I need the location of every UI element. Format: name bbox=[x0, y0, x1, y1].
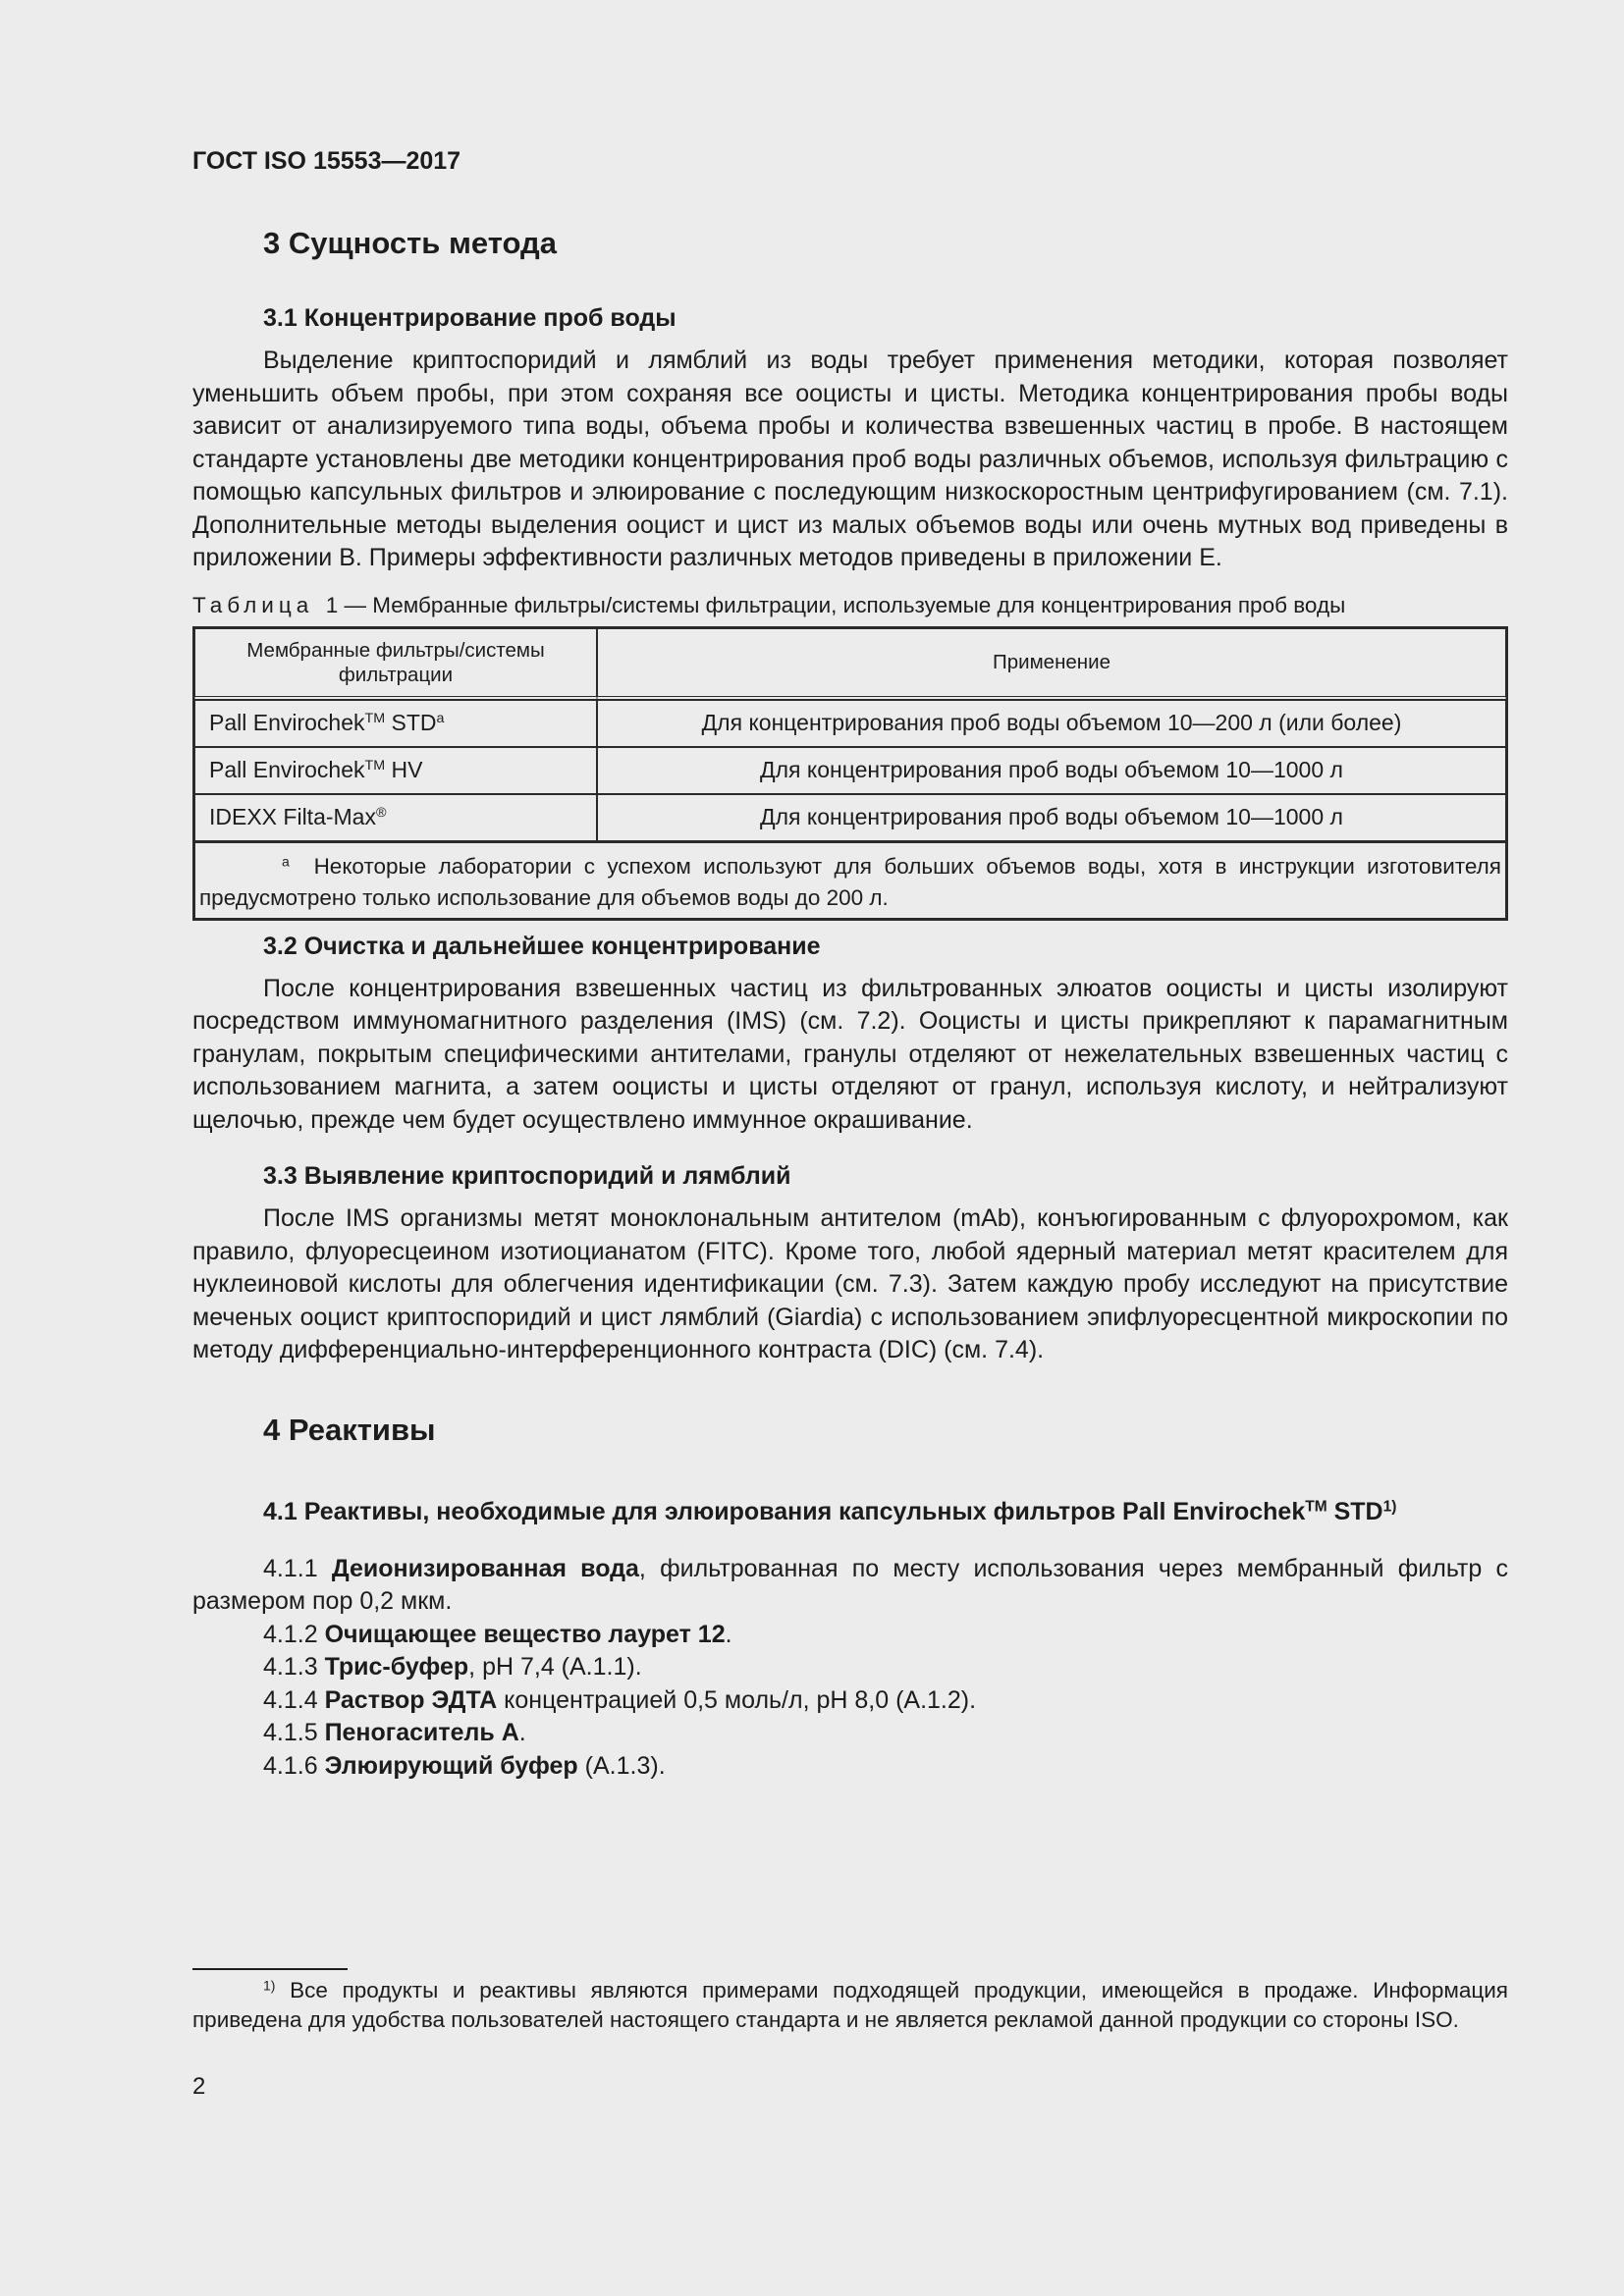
table-cell-filter: Pall Envirochek™ STD$^a$ bbox=[194, 700, 597, 747]
document-header: ГОСТ ISO 15553—2017 bbox=[192, 147, 461, 175]
table-cell-filter: Pall Envirochek™ HV bbox=[194, 747, 597, 794]
item-4-1-3: 4.1.3 Трис-буфер, pH 7,4 (А.1.1). bbox=[263, 1653, 642, 1681]
section-3-3-text: После IMS организмы метят моноклональным антителом (mAb), конъюгированным с флуорохромом, как правило, флуоресцеином изотиоцианатом (FITC). Кроме того, любой ядерный материал метят красителем для нуклеиновой кислоты для облегчения идентификации (см. 7.3). Затем каждую пробу исследуют на присутствие меченых ооцист криптоспоридий и цист лямблий (Giardia) с использованием эпифлуоресцентной микроскопии по методу дифференциально-интерференционного контраста (DIC) (см. 7.4). bbox=[192, 1204, 1508, 1363]
table-row bbox=[194, 794, 1506, 841]
item-4-1-2: 4.1.2 Очищающее вещество лаурет 12. bbox=[263, 1620, 732, 1648]
footnote-rule bbox=[192, 1968, 348, 1970]
table-cell-use: Для концентрирования проб воды объемом 10—1000 л bbox=[597, 794, 1506, 841]
content bbox=[192, 222, 1508, 1783]
table-cell-filter: IDEXX Filta-Max® bbox=[194, 794, 597, 841]
table-row bbox=[194, 747, 1506, 794]
page-number: 2 bbox=[192, 2073, 206, 2100]
section-3-2-text: После концентрирования взвешенных частиц из фильтрованных элюатов ооцисты и цисты изолируют посредством иммуномагнитного разделения (IMS) (см. 7.2). Ооцисты и цисты прикрепляют к парамагнитным гранулам, покрытым специфическими антителами, гранулы отделяют от нежелательных взвешенных частиц с использованием магнита, а затем ооцисты и цисты отделяют от гранул, используя кислоту, и нейтрализуют щелочью, прежде чем будет осуществлено иммунное окрашивание. bbox=[192, 974, 1508, 1134]
section-3-3-title: 3.3 Выявление криптоспоридий и лямблий bbox=[263, 1162, 791, 1190]
section-3-1-title: 3.1 Концентрирование проб воды bbox=[263, 304, 677, 332]
table-1-caption bbox=[192, 575, 1508, 620]
item-4-1-5: 4.1.5 Пеногаситель А. bbox=[263, 1719, 526, 1746]
section-3-title: 3 Сущность метода bbox=[263, 226, 557, 260]
table-row bbox=[194, 700, 1506, 747]
page-footnote: $^{1)}$ Все продукты и реактивы являются примерами подходящей продукции, имеющейся в продаже. Информация приведена для удобства пользователей настоящего стандарта и не является рекламой данной продукции со стороны ISO. bbox=[192, 1977, 1508, 2032]
section-4-1-title: 4.1 Реактивы, необходимые для элюирования капсульных фильтров Pall Envirochek™ STD$^{1)}$ bbox=[263, 1497, 1397, 1525]
table-caption-label: Таблица bbox=[192, 592, 314, 617]
section-4-title: 4 Реактивы bbox=[263, 1412, 436, 1447]
table-caption-text: 1 — Мембранные фильтры/системы фильтрации, используемые для концентрирования проб воды bbox=[325, 592, 1346, 617]
table-header-use: Применение bbox=[597, 628, 1506, 700]
item-4-1-6: 4.1.6 Элюирующий буфер (А.1.3). bbox=[263, 1751, 666, 1780]
table-footnote-row bbox=[194, 841, 1506, 919]
table-cell-use: Для концентрирования проб воды объемом 10—1000 л bbox=[597, 747, 1506, 794]
filters-table bbox=[192, 626, 1508, 921]
item-4-1-4: 4.1.4 Раствор ЭДТА концентрацией 0,5 моль/л, pH 8,0 (А.1.2). bbox=[263, 1685, 977, 1714]
item-4-1-1: 4.1.1 Деионизированная вода, фильтрованная по месту использования через мембранный фильтр с размером пор 0,2 мкм. bbox=[192, 1554, 1508, 1615]
section-3-2-title: 3.2 Очистка и дальнейшее концентрирование bbox=[263, 932, 821, 960]
table-footnote: $^a$ Некоторые лаборатории с успехом используют для больших объемов воды, хотя в инструкции изготовителя предусмотрено только использование для объемов воды до 200 л. bbox=[194, 841, 1506, 919]
table-header-filters: Мембранные фильтры/системы фильтрации bbox=[194, 628, 597, 700]
section-3-1-text: Выделение криптоспоридий и лямблий из воды требует применения методики, которая позволяет уменьшить объем пробы, при этом сохраняя все ооцисты и цисты. Методика концентрирования пробы воды зависит от анализируемого типа воды, объема пробы и количества взвешенных частиц в пробе. В настоящем стандарте установлены две методики концентрирования проб воды различных объемов, используя фильтрацию с помощью капсульных фильтров и элюирование с последующим низкоскоростным центрифугированием (см. 7.1). Дополнительные методы выделения ооцист и цист из малых объемов воды или очень мутных вод приведены в приложении В. Примеры эффективности различных методов приведены в приложении Е. bbox=[192, 347, 1508, 571]
table-cell-use: Для концентрирования проб воды объемом 10—200 л (или более) bbox=[597, 700, 1506, 747]
